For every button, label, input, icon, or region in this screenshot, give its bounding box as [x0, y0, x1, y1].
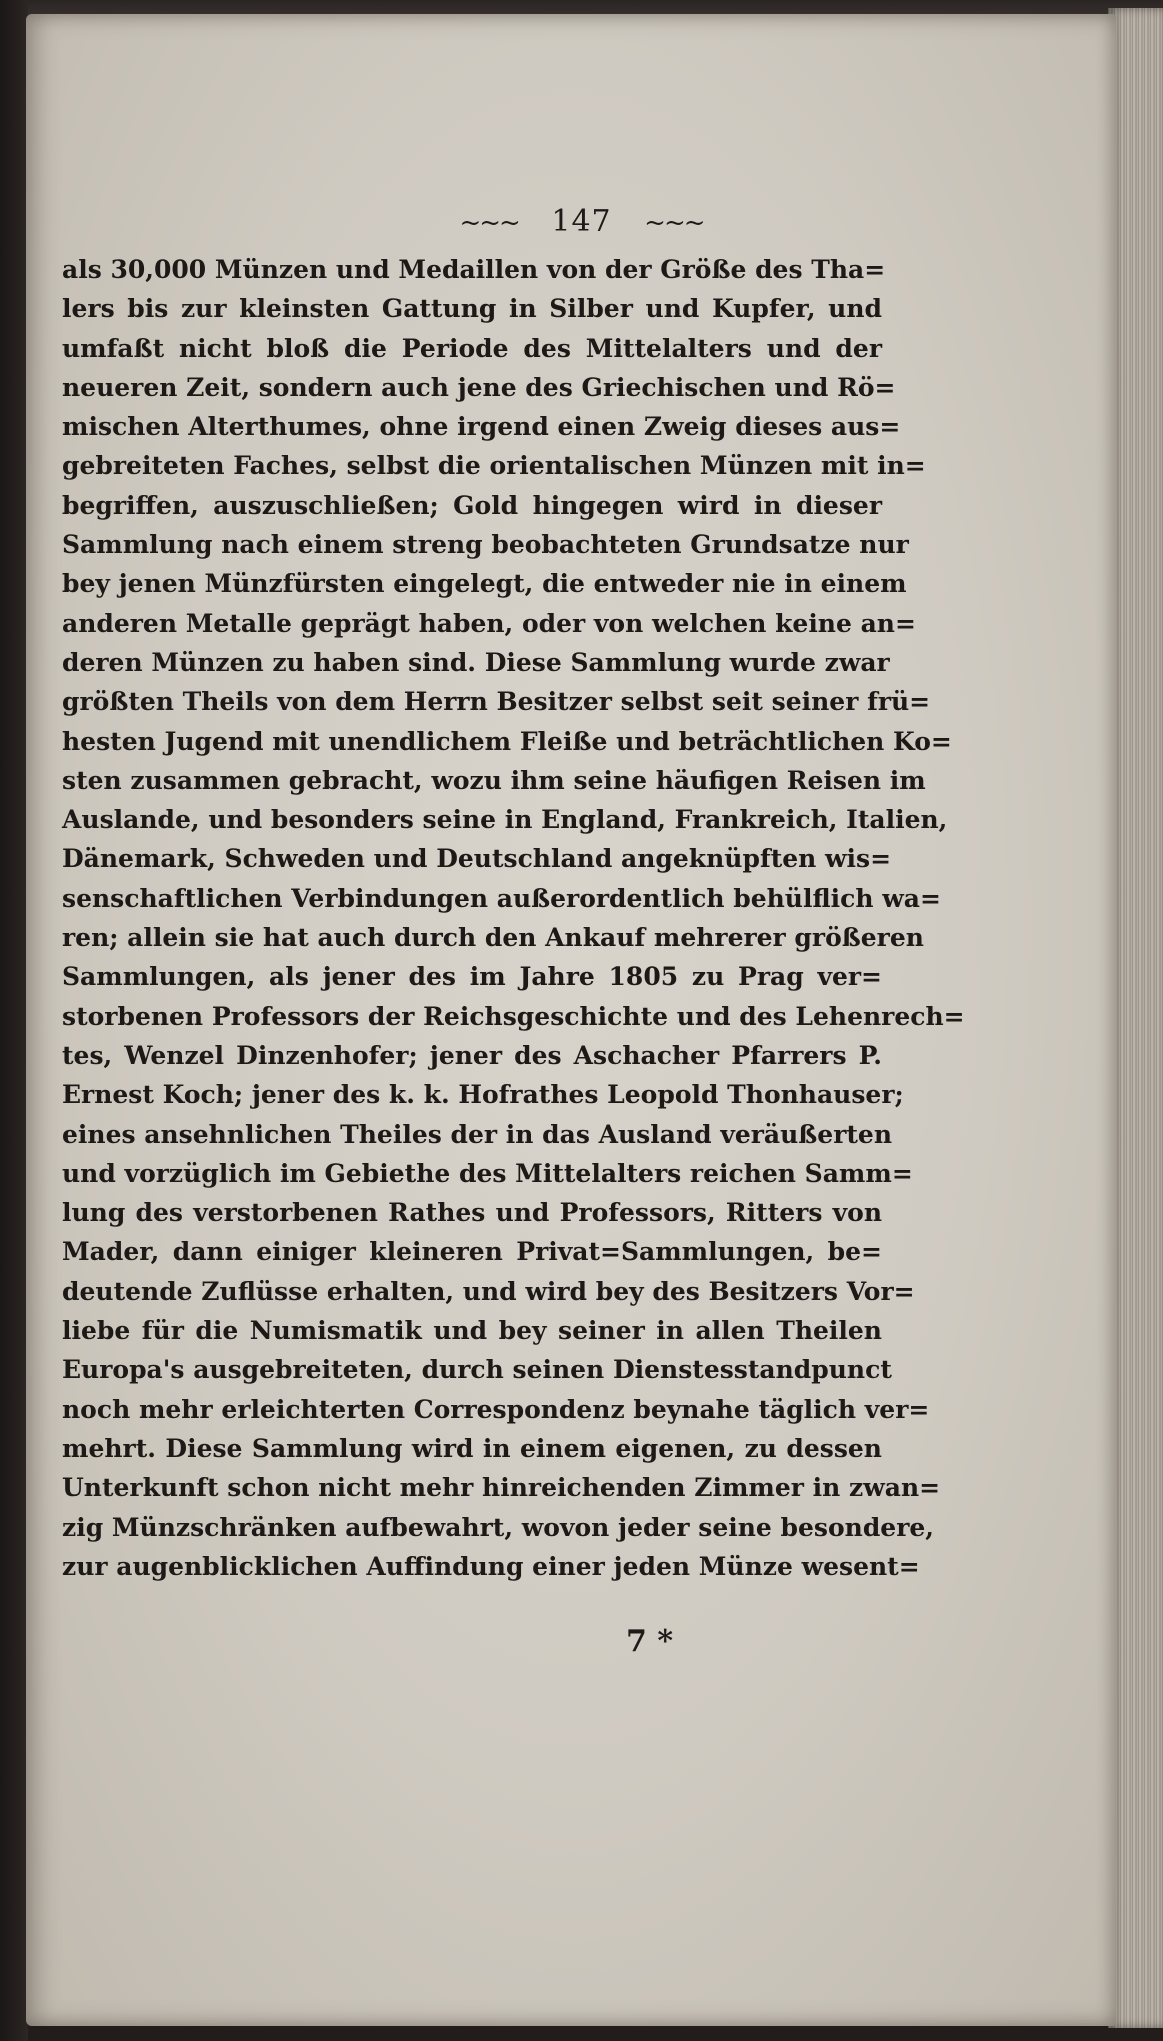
text-line: Europa's ausgebreiteten, durch seinen Dienstesstandpunct: [62, 1355, 892, 1385]
text-line: Auslande, und besonders seine in England, Frankreich, Italien,: [62, 805, 948, 835]
text-line: umfaßt nicht bloß die Periode des Mittelalters und der: [62, 333, 882, 363]
text-line: tes, Wenzel Dinzenhofer; jener des Aschacher Pfarrers P.: [62, 1040, 882, 1070]
ornament-right: ~~~: [644, 208, 704, 238]
text-line: lung des verstorbenen Rathes und Professors, Ritters von: [62, 1198, 882, 1228]
text-line: neueren Zeit, sondern auch jene des Griechischen und Rö=: [62, 372, 896, 402]
text-line: lers bis zur kleinsten Gattung in Silber und Kupfer, und: [62, 294, 882, 324]
page-header: [0, 204, 1163, 239]
body-text: [62, 250, 965, 1586]
text-line: bey jenen Münzfürsten eingelegt, die entweder nie in einem: [62, 569, 907, 599]
text-line: begriffen, auszuschließen; Gold hingegen wird in dieser: [62, 490, 882, 520]
text-line: deutende Zuflüsse erhalten, und wird bey des Besitzers Vor=: [62, 1276, 915, 1306]
text-line: sten zusammen gebracht, wozu ihm seine häufigen Reisen im: [62, 765, 926, 795]
text-line: Dänemark, Schweden und Deutschland angeknüpften wis=: [62, 844, 892, 874]
page-number: 147: [551, 204, 612, 239]
text-line: deren Münzen zu haben sind. Diese Sammlung wurde zwar: [62, 647, 890, 677]
text-line: eines ansehnlichen Theiles der in das Ausland veräußerten: [62, 1119, 892, 1149]
printer-signature: 7 *: [626, 1624, 674, 1659]
text-line: storbenen Professors der Reichsgeschichte und des Lehenrech=: [62, 1001, 965, 1031]
text-line: gebreiteten Faches, selbst die orientalischen Münzen mit in=: [62, 451, 926, 481]
text-line: und vorzüglich im Gebiethe des Mittelalters reichen Samm=: [62, 1158, 913, 1188]
text-line: größten Theils von dem Herrn Besitzer selbst seit seiner frü=: [62, 687, 931, 717]
text-line: anderen Metalle geprägt haben, oder von welchen keine an=: [62, 608, 916, 638]
text-line: ren; allein sie hat auch durch den Ankauf mehrerer größeren: [62, 923, 924, 953]
text-line: Sammlung nach einem streng beobachteten Grundsatze nur: [62, 530, 909, 560]
text-line: Ernest Koch; jener des k. k. Hofrathes Leopold Thonhauser;: [62, 1080, 904, 1110]
book-gutter: [0, 0, 28, 2041]
text-line: noch mehr erleichterten Correspondenz beynahe täglich ver=: [62, 1394, 930, 1424]
text-line: Sammlungen, als jener des im Jahre 1805 zu Prag ver=: [62, 962, 882, 992]
text-line: mehrt. Diese Sammlung wird in einem eigenen, zu dessen: [62, 1433, 882, 1463]
page-edges: [1108, 8, 1163, 2028]
ornament-left: ~~~: [459, 208, 519, 238]
text-line: mischen Alterthumes, ohne irgend einen Zweig dieses aus=: [62, 412, 901, 442]
text-line: liebe für die Numismatik und bey seiner in allen Theilen: [62, 1316, 882, 1346]
text-line: als 30,000 Münzen und Medaillen von der Größe des Tha=: [62, 255, 886, 284]
text-line: Mader, dann einiger kleineren Privat=Sammlungen, be=: [62, 1237, 882, 1267]
text-line: hesten Jugend mit unendlichem Fleiße und beträchtlichen Ko=: [62, 726, 952, 756]
text-line: zur augenblicklichen Auffindung einer jeden Münze wesent=: [62, 1551, 920, 1581]
text-line: senschaftlichen Verbindungen außerordentlich behülflich wa=: [62, 883, 941, 913]
text-line: zig Münzschränken aufbewahrt, wovon jeder seine besondere,: [62, 1512, 934, 1542]
text-line: Unterkunft schon nicht mehr hinreichenden Zimmer in zwan=: [62, 1473, 941, 1503]
